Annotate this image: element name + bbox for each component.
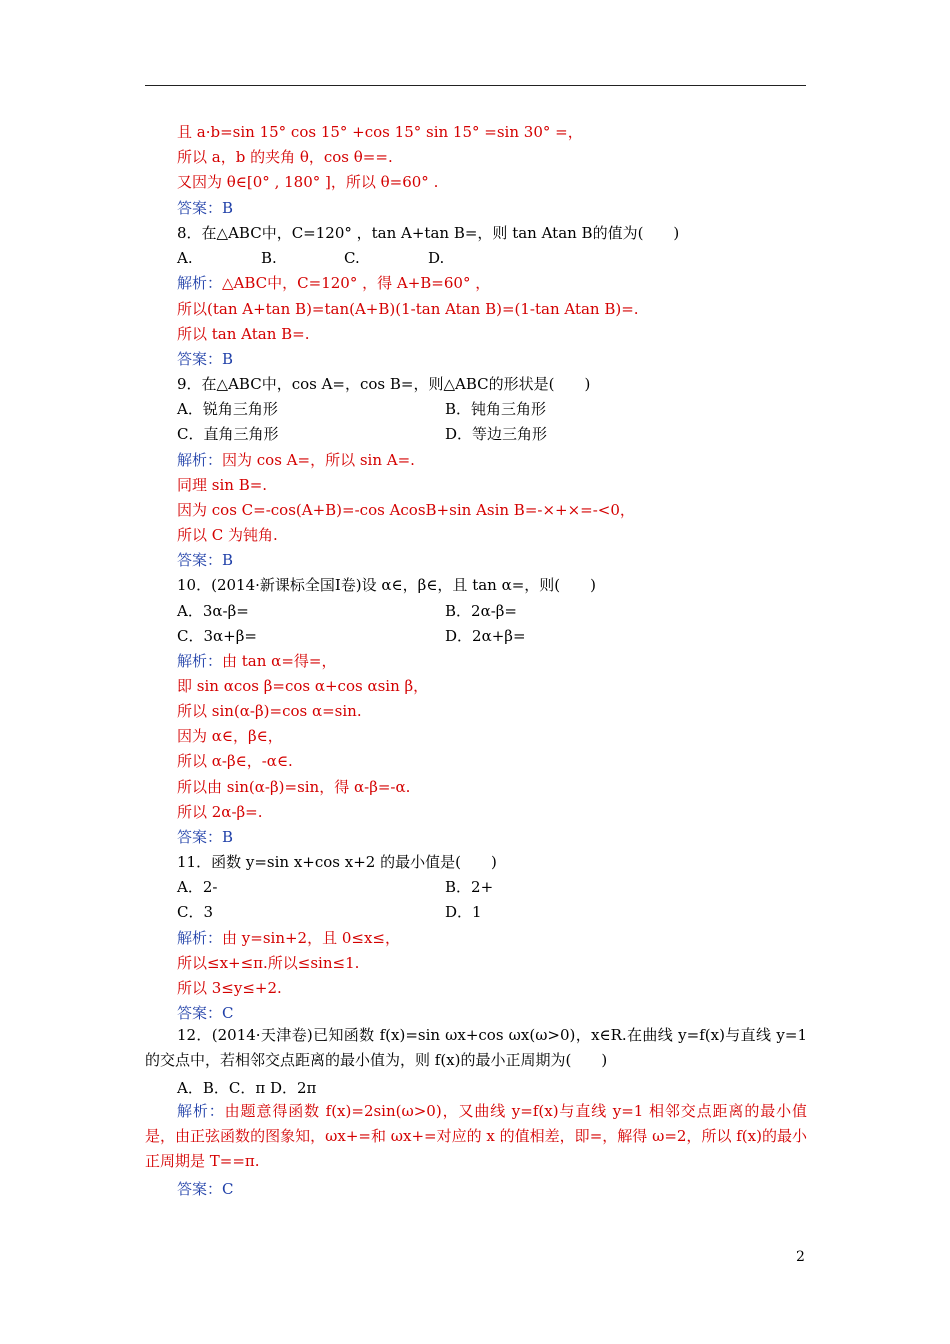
q10-solution-line-6: 所以由 sin(α-β)=sin，得 α-β=-α. [177,778,411,796]
q10-solution-text-1: 由 tan α=得=， [222,652,337,670]
q8-option-a: A. [177,249,193,267]
header-rule [145,85,806,86]
q9-answer: 答案：B [177,551,234,569]
q9-solution-line-3: 因为 cos C=-cos(A+B)=-cos AcosB+sin Asin B=-×+×=-<0， [177,501,635,519]
q11-option-a: A．2- [177,878,218,896]
q8-solution-text-1: △ABC中，C=120° ，得 A+B=60° ， [222,274,491,292]
q8-solution-line-2: 所以(tan A+tan B)=tan(A+B)(1-tan Atan B)=(1-tan Atan B)=. [177,300,639,318]
q9-solution-label: 解析： [177,451,223,469]
q9-solution-text-1: 因为 cos A=，所以 sin A=. [222,451,415,469]
q11-solution-text-1: 由 y=sin+2，且 0≤x≤， [222,929,401,947]
q10-solution-line-3: 所以 sin(α-β)=cos α=sin. [177,702,362,720]
q10-stem: 10．(2014·新课标全国Ⅰ卷)设 α∈，β∈，且 tan α=，则( ) [177,576,597,594]
q10-solution-line-1 [177,651,336,671]
q11-option-b: B．2+ [445,878,494,896]
q9-stem: 9．在△ABC中，cos A=，cos B=，则△ABC的形状是( ) [177,375,591,393]
q12-answer: 答案：C [177,1180,234,1198]
q12-solution-text: 由题意得函数 f(x)=2sin(ω>0)，又曲线 y=f(x)与直线 y=1 相邻交点距离的最小值是，由正弦函数的图象知，ωx+=和 ωx+=对应的 x 的值相差，即=，解得 ω=2，所以 f(x)的最小正周期是 T==π. [145,1102,807,1170]
q11-solution-line-2: 所以≤x+≤π.所以≤sin≤1. [177,954,360,972]
q10-answer: 答案：B [177,828,234,846]
q7-solution-line-3: 又因为 θ∈[0° , 180° ]，所以 θ=60° . [177,173,439,191]
page-number: 2 [796,1249,805,1265]
q10-solution-line-7: 所以 2α-β=. [177,803,263,821]
q9-solution-line-2: 同理 sin B=. [177,476,268,494]
q9-option-d: D．等边三角形 [445,425,548,443]
q11-option-c: C．3 [177,903,214,921]
q11-solution-line-1 [177,928,400,948]
q8-solution-line-1 [177,273,490,293]
q12-solution-label: 解析： [177,1102,225,1120]
q9-solution-line-1 [177,450,415,470]
q10-solution-label: 解析： [177,652,223,670]
q9-option-b: B．钝角三角形 [445,400,547,418]
q8-answer: 答案：B [177,350,234,368]
q10-option-d: D．2α+β= [445,627,526,645]
q8-option-b: B. [261,249,277,267]
q11-stem: 11．函数 y=sin x+cos x+2 的最小值是( ) [177,853,497,871]
q8-solution-line-3: 所以 tan Atan B=. [177,325,310,343]
q8-solution-label: 解析： [177,274,223,292]
q12-solution [145,1099,807,1174]
q9-option-a: A．锐角三角形 [177,400,278,418]
q7-solution-line-1: 且 a·b=sin 15° cos 15° +cos 15° sin 15° =sin 30° =， [177,123,583,141]
q7-answer: 答案：B [177,199,234,217]
q9-option-c: C．直角三角形 [177,425,279,443]
q8-option-c: C. [344,249,360,267]
q8-stem: 8．在△ABC中，C=120° ，tan A+tan B=，则 tan Atan B的值为( ) [177,224,680,242]
q9-solution-line-4: 所以 C 为钝角. [177,526,278,544]
q12-options: A．B．C．π D．2π [177,1079,317,1097]
q10-solution-line-2: 即 sin αcos β=cos α+cos αsin β， [177,677,429,695]
q10-option-b: B．2α-β= [445,602,518,620]
q10-solution-line-5: 所以 α-β∈，-α∈. [177,752,293,770]
q11-answer: 答案：C [177,1004,234,1022]
q10-solution-line-4: 因为 α∈，β∈， [177,727,283,745]
q11-solution-line-3: 所以 3≤y≤+2. [177,979,282,997]
q8-option-d: D. [428,249,445,267]
q10-option-c: C．3α+β= [177,627,257,645]
q11-option-d: D．1 [445,903,482,921]
q7-solution-line-2: 所以 a，b 的夹角 θ，cos θ==. [177,148,393,166]
q10-option-a: A．3α-β= [177,602,249,620]
q11-solution-label: 解析： [177,929,223,947]
q12-stem: 12．(2014·天津卷)已知函数 f(x)=sin ωx+cos ωx(ω>0)，x∈R.在曲线 y=f(x)与直线 y=1 的交点中，若相邻交点距离的最小值为，则 f(x)的最小正周期为( ) [145,1026,807,1069]
